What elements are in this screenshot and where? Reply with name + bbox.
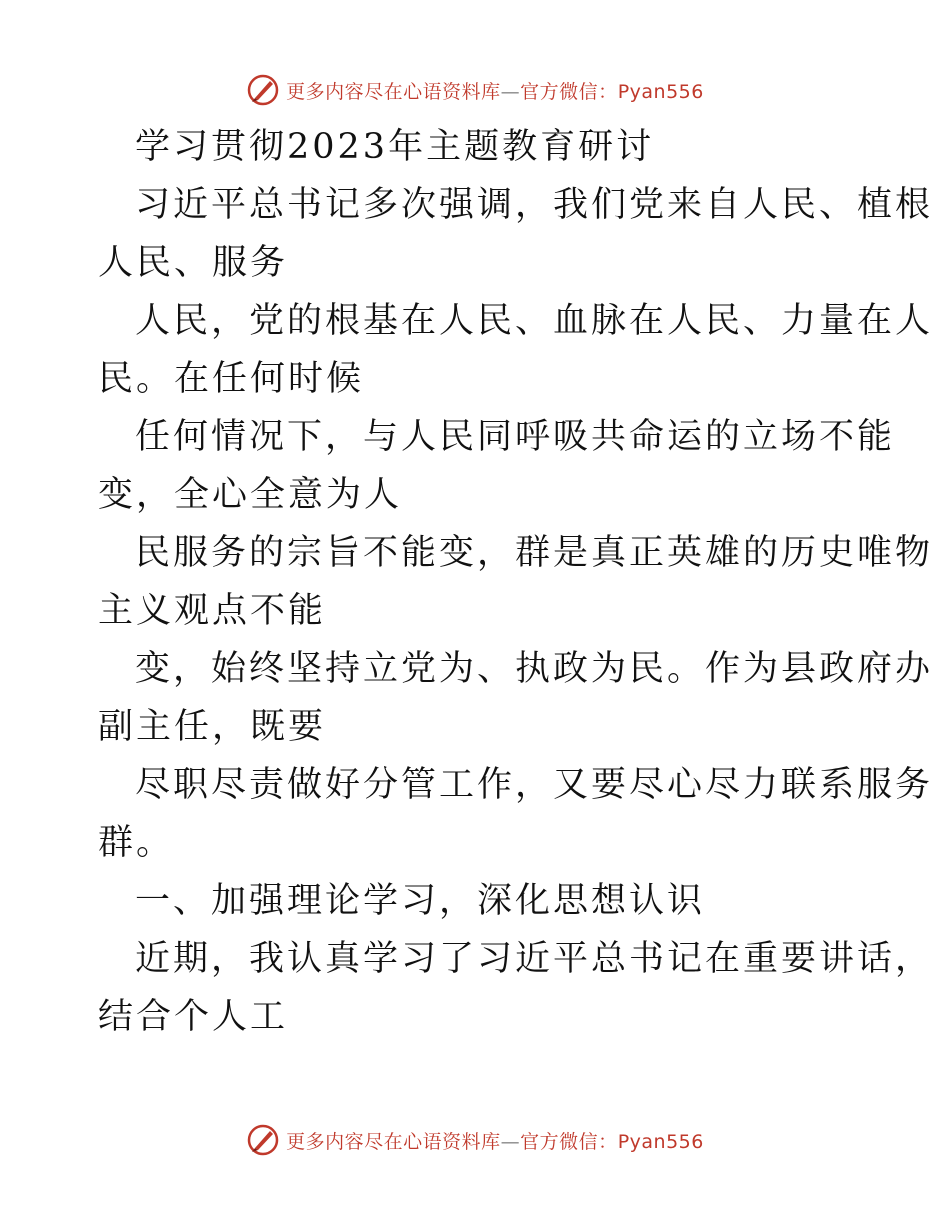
text-line: 近期，我认真学习了习近平总书记在重要讲话， bbox=[135, 939, 934, 979]
text-line: 副主任，既要 bbox=[98, 707, 327, 747]
watermark-text: 更多内容尽在心语资料库—官方微信：Pyan556 bbox=[286, 80, 704, 103]
section-heading: 一、加强理论学习，深化思想认识 bbox=[135, 881, 706, 921]
text-line: 任何情况下，与人民同呼吸共命运的立场不能 bbox=[135, 417, 896, 457]
quill-logo-icon bbox=[246, 73, 280, 107]
text-line: 人民，党的根基在人民、血脉在人民、力量在人 bbox=[135, 301, 934, 341]
text-line: 民服务的宗旨不能变，群是真正英雄的历史唯物 bbox=[135, 533, 934, 573]
text-line: 人民、服务 bbox=[98, 243, 289, 283]
text-line: 尽职尽责做好分管工作，又要尽心尽力联系服务 bbox=[135, 765, 934, 805]
text-line: 习近平总书记多次强调，我们党来自人民、植根 bbox=[135, 185, 934, 225]
quill-logo-icon bbox=[246, 1123, 280, 1157]
document-title: 学习贯彻2023年主题教育研讨 bbox=[135, 127, 655, 167]
document-body bbox=[98, 118, 934, 1046]
header-watermark bbox=[0, 72, 950, 108]
text-line: 结合个人工 bbox=[98, 997, 289, 1037]
text-line: 主义观点不能 bbox=[98, 591, 327, 631]
text-line: 变，始终坚持立党为、执政为民。作为县政府办 bbox=[135, 649, 934, 689]
text-line: 群。 bbox=[98, 823, 175, 863]
text-line: 变，全心全意为人 bbox=[98, 475, 403, 515]
text-line: 民。在任何时候 bbox=[98, 359, 365, 399]
footer-watermark bbox=[0, 1122, 950, 1158]
watermark-text: 更多内容尽在心语资料库—官方微信：Pyan556 bbox=[286, 1130, 704, 1153]
